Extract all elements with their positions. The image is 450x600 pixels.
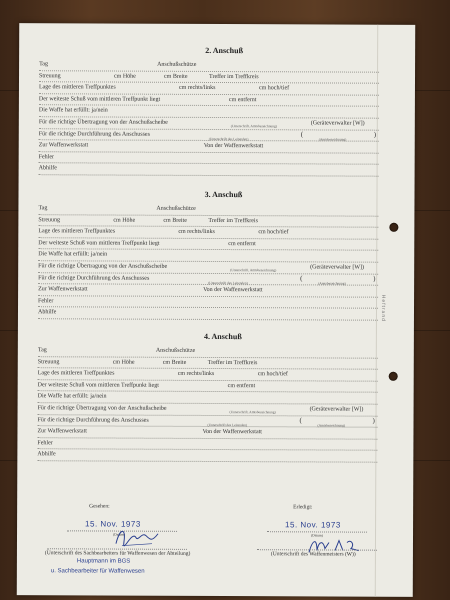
gesehen-date-stamp: 15. Nov. 1973	[85, 519, 141, 529]
section-4	[37, 331, 378, 462]
erledigt-date-stamp: 15. Nov. 1973	[285, 520, 341, 530]
row-lage: Lage des mittleren Treffpunktes cm rechts/links cm hoch/tief	[39, 82, 379, 95]
punch-hole-bottom	[389, 372, 398, 381]
stamp-rank-line2: u. Sachbearbeiter für Waffenwesen	[50, 568, 145, 575]
row-durchfuehrung: Für die richtige Durchführung des Anschusses ( ) (Unterschrift des Leitenden) (Amtsbezeichnung)	[39, 129, 379, 142]
row-fehler: Fehler	[39, 152, 379, 165]
row-werkstatt: Zur Waffenwerkstatt Von der Waffenwerkstatt	[37, 426, 377, 439]
row-weiteste: Der weiteste Schuß vom mittleren Treffpunkt liegt cm entfernt	[38, 238, 378, 251]
row-tag: Tag Anschußschütze	[38, 345, 378, 358]
row-fehler: Fehler	[37, 438, 377, 451]
row-waffe: Die Waffe hat erfüllt: ja/nein	[38, 250, 378, 263]
row-uebertragung: Für die richtige Übertragung von der Anschußscheibe (Unterschrift, Amtsbezeichnung) (Geräteverwalter [W])	[38, 403, 378, 416]
erledigt-datum-caption: (Datum)	[311, 533, 323, 538]
row-werkstatt: Zur Waffenwerkstatt Von der Waffenwerkstatt	[38, 284, 378, 297]
punch-hole-top	[389, 223, 398, 232]
row-streuung: Streuung cm Höhe cm Breite Treffer im Treffkreis	[39, 71, 379, 84]
row-tag: Tag Anschußschütze	[39, 59, 379, 72]
row-streuung: Streuung cm Höhe cm Breite Treffer im Treffkreis	[38, 357, 378, 370]
row-durchfuehrung: Für die richtige Durchführung des Anschusses ( ) (Unterschrift des Leitenden) (Amtsbezeichnung)	[38, 273, 378, 286]
row-uebertragung: Für die richtige Übertragung von der Anschußscheibe (Unterschrift, Amtsbezeichnung) (Geräteverwalter [W])	[38, 261, 378, 274]
row-weiteste: Der weiteste Schuß vom mittleren Treffpunkt liegt cm entfernt	[39, 94, 379, 107]
row-fehler: Fehler	[38, 296, 378, 309]
form-sheet	[17, 23, 415, 597]
section-3	[38, 189, 379, 320]
erledigt-heading: Erledigt:	[293, 504, 313, 511]
section-heading: 3. Anschuß	[204, 189, 243, 200]
gesehen-heading: Gesehen:	[89, 503, 110, 510]
stamp-rank-line1: Hauptmann im BGS	[76, 558, 131, 565]
row-tag: Tag Anschußschütze	[38, 203, 378, 216]
gesehen-signature-icon	[112, 524, 162, 552]
gesehen-signature-caption: (Unterschrift des Sachbearbeiters für Waffenwesen der Abteilung)	[44, 550, 191, 557]
gesehen-datum-caption: (Datum)	[113, 532, 125, 537]
section-heading: 4. Anschuß	[203, 331, 242, 342]
row-abhilfe: Abhilfe	[37, 450, 377, 463]
row-abhilfe: Abhilfe	[39, 164, 379, 177]
margin-label: Heftrand	[379, 294, 387, 322]
row-waffe: Die Waffe hat erfüllt: ja/nein	[39, 106, 379, 119]
row-durchfuehrung: Für die richtige Durchführung des Anschusses ( ) (Unterschrift des Leitenden) (Amtsbezeichnung)	[37, 415, 377, 428]
row-uebertragung: Für die richtige Übertragung von der Anschußscheibe (Unterschrift, Amtsbezeichnung) (Geräteverwalter [W])	[39, 117, 379, 130]
row-lage: Lage des mittleren Treffpunktes cm rechts/links cm hoch/tief	[38, 226, 378, 239]
erledigt-signature-caption: (Unterschrift des Waffenmeisters (W))	[270, 551, 356, 558]
row-abhilfe: Abhilfe	[38, 308, 378, 321]
row-lage: Lage des mittleren Treffpunktes cm rechts/links cm hoch/tief	[38, 368, 378, 381]
section-2	[39, 45, 380, 176]
row-streuung: Streuung cm Höhe cm Breite Treffer im Treffkreis	[38, 215, 378, 228]
row-werkstatt: Zur Waffenwerkstatt Von der Waffenwerkstatt	[39, 140, 379, 153]
row-weiteste: Der weiteste Schuß vom mittleren Treffpunkt liegt cm entfernt	[38, 380, 378, 393]
row-waffe: Die Waffe hat erfüllt: ja/nein	[38, 392, 378, 405]
section-heading: 2. Anschuß	[205, 45, 244, 56]
